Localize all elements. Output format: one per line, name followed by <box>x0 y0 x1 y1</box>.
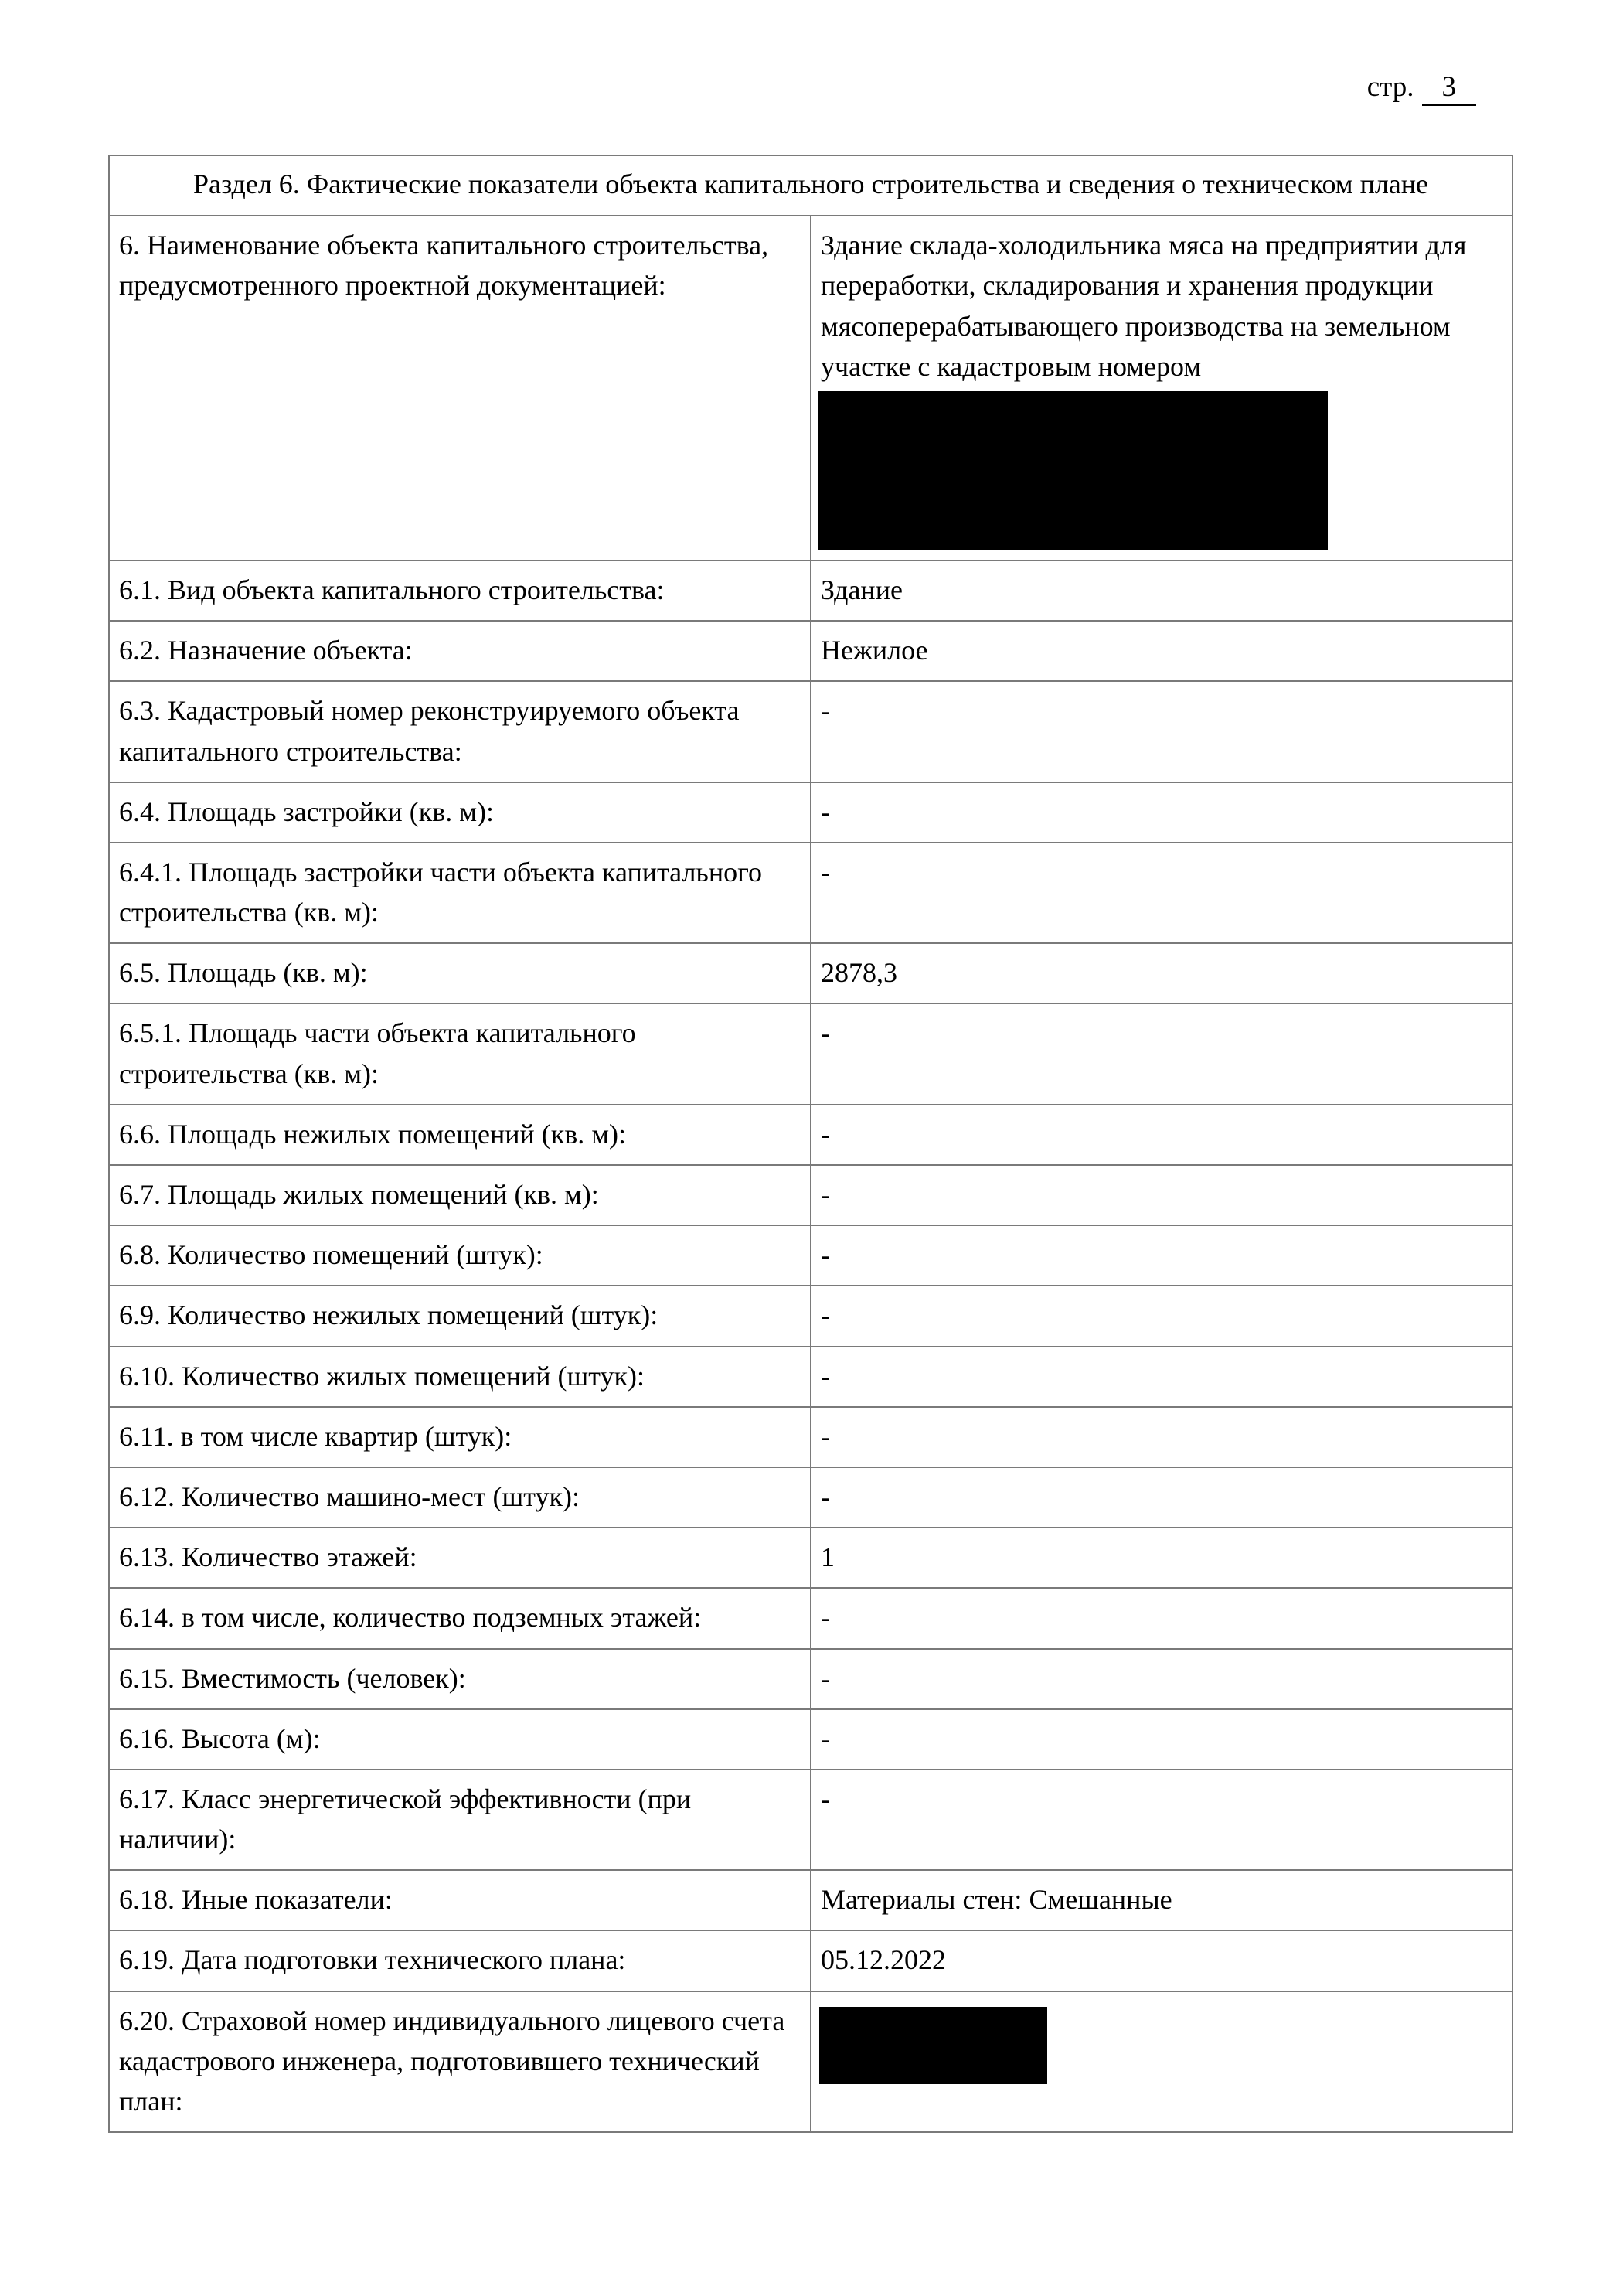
table-row <box>109 1467 1512 1528</box>
row-label: 6.15. Вместимость (человек): <box>109 1649 811 1709</box>
table-row <box>109 560 1512 621</box>
table-row <box>109 621 1512 681</box>
row-value-text: - <box>821 1300 830 1331</box>
table-row <box>109 1225 1512 1286</box>
row-value-text: - <box>821 695 830 727</box>
row-value <box>811 1467 1512 1528</box>
table-row <box>109 681 1512 782</box>
row-value-text: - <box>821 1602 830 1633</box>
table-row <box>109 1649 1512 1709</box>
table-row <box>109 1588 1512 1648</box>
table-row <box>109 843 1512 943</box>
row-label: 6.5. Площадь (кв. м): <box>109 943 811 1003</box>
row-label: 6.3. Кадастровый номер реконструируемого объекта капитального строительства: <box>109 681 811 782</box>
row-label: 6.14. в том числе, количество подземных этажей: <box>109 1588 811 1648</box>
row-value <box>811 1225 1512 1286</box>
row-value <box>811 782 1512 843</box>
row-value-text: - <box>821 1480 830 1512</box>
row-value-text: - <box>821 1179 830 1210</box>
row-value <box>811 1003 1512 1104</box>
row-value <box>811 1105 1512 1165</box>
row-value-text: - <box>821 795 830 827</box>
row-label: 6.16. Высота (м): <box>109 1709 811 1770</box>
row-value <box>811 216 1512 560</box>
row-value <box>811 1930 1512 1991</box>
table-row <box>109 1105 1512 1165</box>
row-label: 6.1. Вид объекта капитального строительства: <box>109 560 811 621</box>
row-value <box>811 1165 1512 1225</box>
row-value-text: - <box>821 1420 830 1452</box>
row-value <box>811 1528 1512 1588</box>
row-value <box>811 1649 1512 1709</box>
row-value-text: 2878,3 <box>821 957 897 989</box>
row-label: 6.2. Назначение объекта: <box>109 621 811 681</box>
row-value-text: 05.12.2022 <box>821 1944 946 1976</box>
row-label: 6.18. Иные показатели: <box>109 1870 811 1930</box>
table-row <box>109 1991 1512 2133</box>
row-value <box>811 1407 1512 1467</box>
row-label: 6.20. Страховой номер индивидуального лицевого счета кадастрового инженера, подготовившего технический план: <box>109 1991 811 2133</box>
table-row <box>109 943 1512 1003</box>
table-title: Раздел 6. Фактические показатели объекта капитального строительства и сведения о техническом плане <box>109 155 1512 216</box>
table-row <box>109 1165 1512 1225</box>
row-value <box>811 621 1512 681</box>
row-label: 6.19. Дата подготовки технического плана: <box>109 1930 811 1991</box>
row-value-text: - <box>821 1662 830 1694</box>
page-number-value: 3 <box>1422 72 1477 106</box>
row-value <box>811 1286 1512 1346</box>
table-row <box>109 1347 1512 1407</box>
row-value <box>811 1870 1512 1930</box>
table-row <box>109 782 1512 843</box>
row-value-text: Материалы стен: Смешанные <box>821 1884 1172 1916</box>
row-value-text: - <box>821 1722 830 1754</box>
page-number <box>1367 66 1476 108</box>
row-value-text: - <box>821 1017 830 1049</box>
row-label: 6.13. Количество этажей: <box>109 1528 811 1588</box>
row-label: 6.10. Количество жилых помещений (штук): <box>109 1347 811 1407</box>
row-value <box>811 1770 1512 1870</box>
row-value-text: - <box>821 1360 830 1392</box>
table-row <box>109 1709 1512 1770</box>
row-label: 6.6. Площадь нежилых помещений (кв. м): <box>109 1105 811 1165</box>
row-value-text: - <box>821 1239 830 1271</box>
page-number-label: стр. <box>1366 71 1414 103</box>
row-value <box>811 1709 1512 1770</box>
row-label: 6. Наименование объекта капитального строительства, предусмотренного проектной документацией: <box>109 216 811 560</box>
row-label: 6.4.1. Площадь застройки части объекта капитального строительства (кв. м): <box>109 843 811 943</box>
row-value-text: 1 <box>821 1541 835 1573</box>
table-row <box>109 1528 1512 1588</box>
row-label: 6.9. Количество нежилых помещений (штук): <box>109 1286 811 1346</box>
row-value <box>811 943 1512 1003</box>
table-title-row <box>109 155 1512 216</box>
row-value-text: - <box>821 1118 830 1150</box>
redaction-box <box>818 391 1328 550</box>
row-label: 6.12. Количество машино-мест (штук): <box>109 1467 811 1528</box>
row-value <box>811 560 1512 621</box>
row-label: 6.8. Количество помещений (штук): <box>109 1225 811 1286</box>
row-value <box>811 1588 1512 1648</box>
row-label: 6.5.1. Площадь части объекта капитального строительства (кв. м): <box>109 1003 811 1104</box>
row-value <box>811 843 1512 943</box>
row-value-text: - <box>821 856 830 887</box>
row-value <box>811 1347 1512 1407</box>
row-label: 6.7. Площадь жилых помещений (кв. м): <box>109 1165 811 1225</box>
row-label: 6.4. Площадь застройки (кв. м): <box>109 782 811 843</box>
redaction-box <box>819 2007 1047 2084</box>
table-row <box>109 1770 1512 1870</box>
row-value <box>811 681 1512 782</box>
table-row <box>109 1930 1512 1991</box>
row-label: 6.11. в том числе квартир (штук): <box>109 1407 811 1467</box>
row-value <box>811 1991 1512 2133</box>
row-label: 6.17. Класс энергетической эффективности (при наличии): <box>109 1770 811 1870</box>
row-value-text: Нежилое <box>821 635 928 666</box>
row-value-text: Здание <box>821 574 903 605</box>
table-row <box>109 1286 1512 1346</box>
table-row <box>109 1870 1512 1930</box>
section6-table <box>108 155 1513 2133</box>
table-row <box>109 1003 1512 1104</box>
table-row <box>109 216 1512 560</box>
table-row <box>109 1407 1512 1467</box>
row-value-text: Здание склада-холодильника мяса на предприятии для переработки, складирования и хранения продукции мясоперерабатывающего производства на земельном участке с кадастровым номером <box>821 230 1467 382</box>
row-value-text: - <box>821 1783 830 1814</box>
